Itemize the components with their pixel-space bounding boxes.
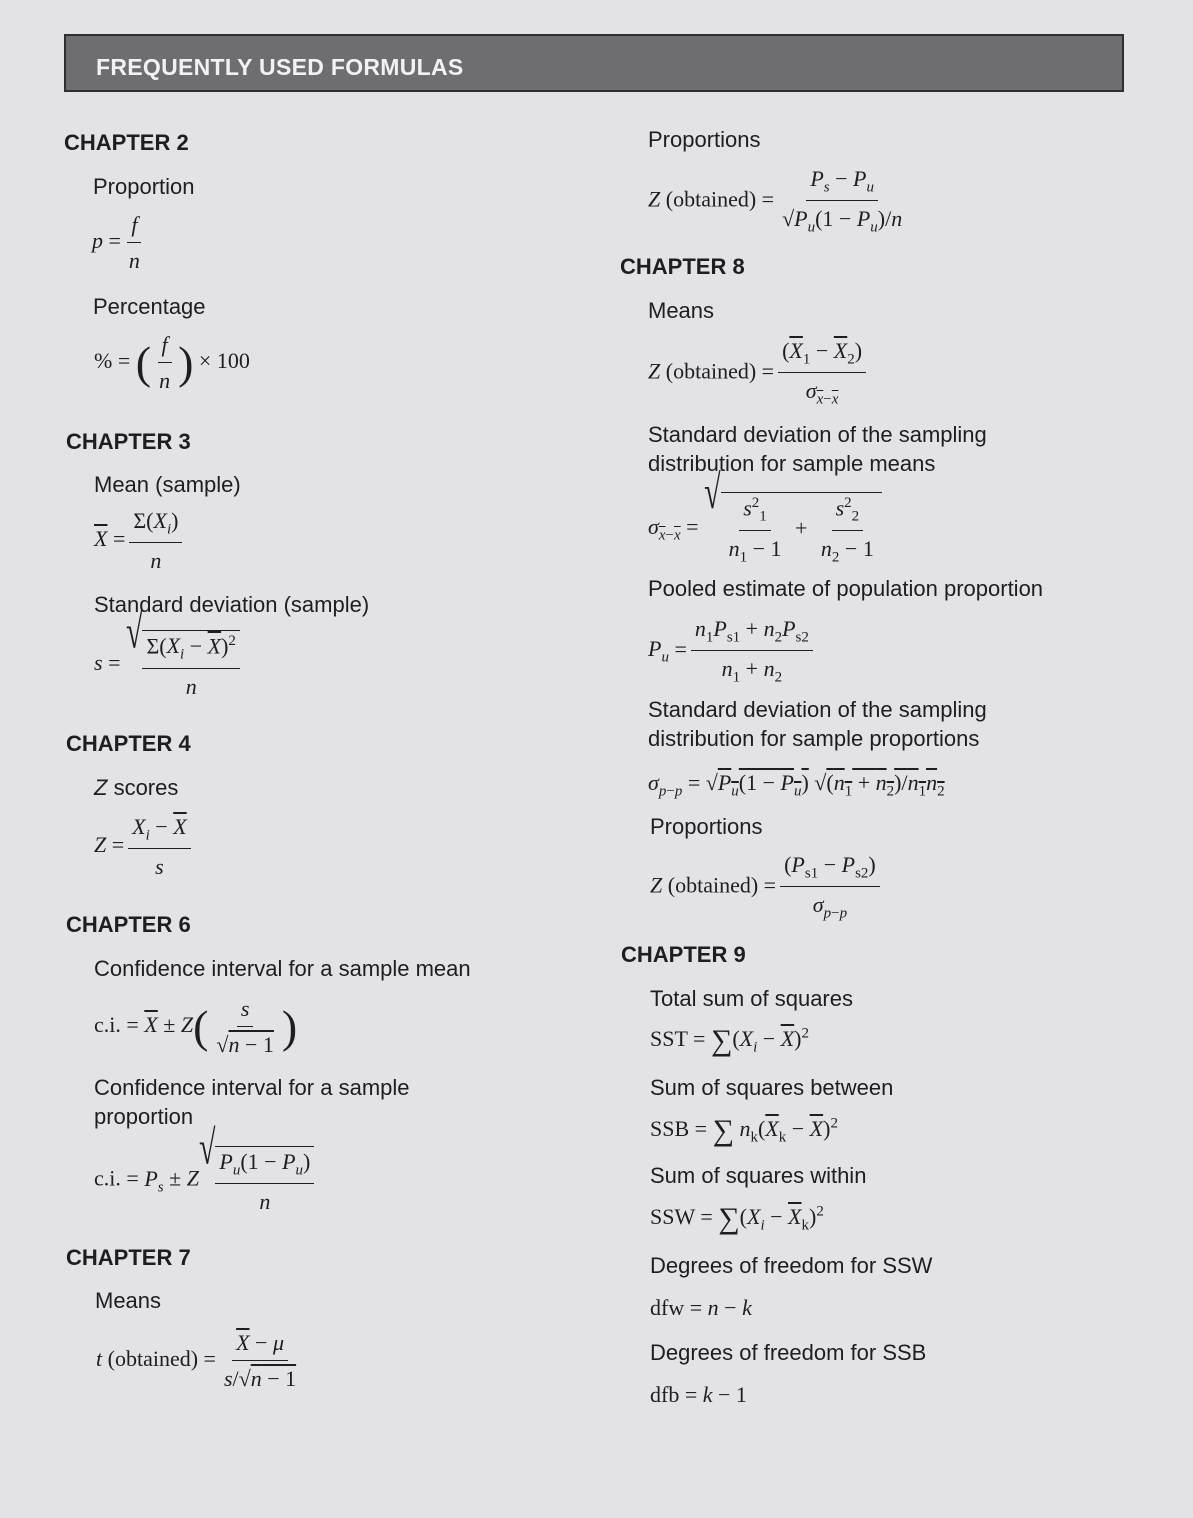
ssb-label: Sum of squares between — [650, 1075, 894, 1100]
chapter-4-heading: CHAPTER 4 — [66, 731, 191, 756]
percentage-formula: % = ( $\frac{f}{n}$ ) × 100 — [94, 332, 250, 393]
t-obtained-formula: t (obtained) = $\frac{\overline{X} - \mu}{s/√n - 1}$ — [96, 1330, 297, 1391]
ci-prop-formula: c.i. = $P_s \pm Z$ √ $\frac{P_u(1 - P_u)}{n}$ — [94, 1146, 314, 1215]
chapter-8-heading: CHAPTER 8 — [620, 254, 745, 279]
ch8-proportions-label: Proportions — [650, 814, 763, 839]
dfb-formula: dfb = k − 1 — [650, 1382, 747, 1407]
chapter-2-heading: CHAPTER 2 — [64, 130, 189, 155]
times-hundred: × 100 — [198, 348, 250, 374]
ci-mean-formula: c.i. = $\overline{X} \pm Z$( $\frac{s}{√n - 1}$ ) — [94, 996, 298, 1057]
z-score-formula: Z = $\frac{X_i - \overline{X}}{s}$ — [94, 814, 195, 880]
ci-prop-label-2: proportion — [94, 1104, 194, 1129]
pooled-formula: $P_u$ = $\frac{n_1P_{s1} + n_2P_{s2}}{n_1 + n_2}$ — [648, 616, 817, 687]
mean-formula: $\overline{X}$ = $\frac{\Sigma(X_i)}{n}$ — [94, 508, 186, 574]
sst-formula: SST = $\sum(X_i - \overline{X})^2$ — [650, 1024, 809, 1057]
sd-props-formula: $\sigma_{p-p} = √P_u(1 - P_u) √(n_1 + n_2)/n_1n_2$ — [648, 770, 945, 800]
z-scores-label: Z scores — [94, 775, 179, 800]
page-title: FREQUENTLY USED FORMULAS — [96, 54, 464, 80]
ci-prop-label-1: Confidence interval for a sample — [94, 1075, 410, 1100]
ssw-formula: SSW = $\sum(X_i - \overline{X}_k)^2$ — [650, 1202, 824, 1235]
ch8-means-label: Means — [648, 298, 715, 323]
ch7-proportions-label: Proportions — [648, 127, 761, 152]
dfw-formula: dfw = n − k — [650, 1295, 752, 1320]
chapter-3-heading: CHAPTER 3 — [66, 429, 191, 454]
mean-label: Mean (sample) — [94, 472, 241, 497]
sd-means-formula: $\sigma_{\overline{x}-\overline{x}}$ = √ $\frac{s^2_1}{n_1 - 1}$ + $\frac{s^2_2}{n_2 - 1}$ — [648, 492, 882, 566]
ssb-formula: SSB = ∑ $n_k(\overline{X}_k - \overline{X})^2$ — [650, 1114, 838, 1147]
sd-means-label-1: Standard deviation of the sampling — [648, 422, 987, 447]
percentage-label: Percentage — [93, 294, 206, 319]
dfw-label: Degrees of freedom for SSW — [650, 1253, 933, 1278]
sd-sample-formula: s = √ $\frac{\Sigma(X_i - \overline{X})^2}{n}$ — [94, 630, 240, 700]
banner — [64, 34, 1124, 92]
chapter-7-heading: CHAPTER 7 — [66, 1245, 191, 1270]
z-obtained-props-formula: Z (obtained) = $\frac{(P_{s1} - P_{s2})}{\sigma_{p-p}}$ — [650, 852, 884, 923]
percent-sign: % — [94, 348, 113, 374]
z-obtained-means-formula: Z (obtained) = $\frac{(\overline{X}_1 - \overline{X}_2)}{\sigma_{\overline{x}-\overline{x}}}$ — [648, 338, 870, 409]
pooled-label: Pooled estimate of population proportion — [648, 576, 1044, 601]
z-obtained-proportion-formula: Z (obtained) = $\frac{P_s - P_u}{√P_u(1 - P_u)/n}$ — [648, 166, 903, 236]
sd-props-label-1: Standard deviation of the sampling — [648, 697, 987, 722]
sd-means-label-2: distribution for sample means — [648, 451, 936, 476]
sst-label: Total sum of squares — [650, 986, 853, 1011]
dfb-label: Degrees of freedom for SSB — [650, 1340, 927, 1365]
sd-sample-label: Standard deviation (sample) — [94, 592, 370, 617]
ci-mean-label: Confidence interval for a sample mean — [94, 956, 471, 981]
chapter-6-heading: CHAPTER 6 — [66, 912, 191, 937]
ch7-means-label: Means — [95, 1288, 162, 1313]
ssw-label: Sum of squares within — [650, 1163, 867, 1188]
proportion-formula: p = $\frac{f}{n}$ — [92, 212, 140, 273]
proportion-label: Proportion — [93, 174, 195, 199]
chapter-9-heading: CHAPTER 9 — [621, 942, 746, 967]
sd-props-label-2: distribution for sample proportions — [648, 726, 980, 751]
